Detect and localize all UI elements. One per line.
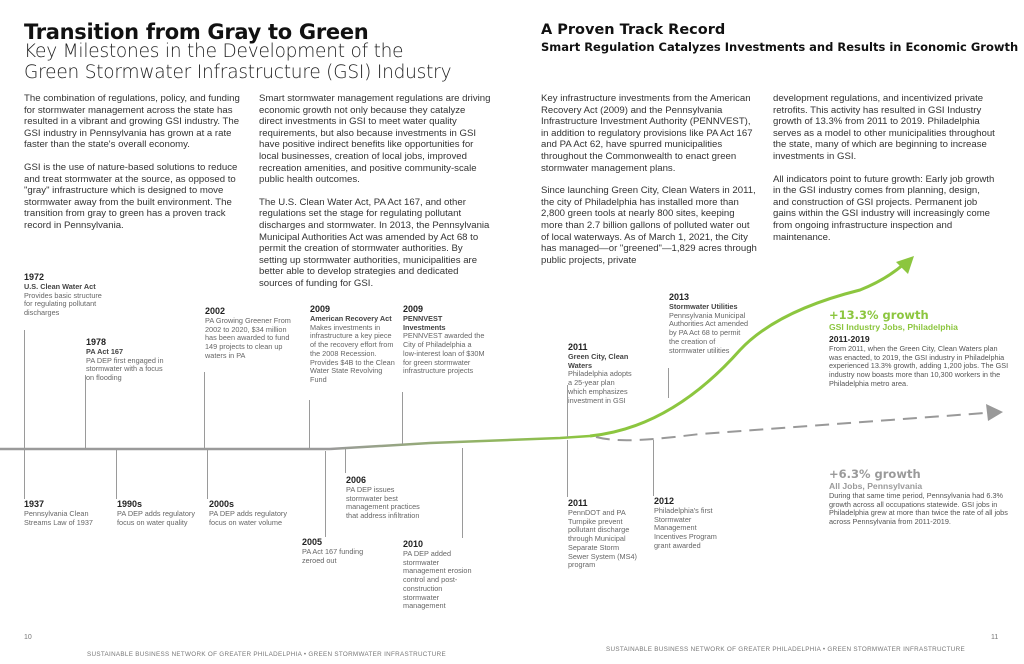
timeline-event-2000s: 2000s PA DEP adds regulatory focus on water volume: [209, 499, 288, 527]
pa-growth-text: During that same time period, Pennsylvania had 6.3% growth across all occupations statewide. GSI jobs in Philadelphia grew at more than twice the rate of all jobs across Pennsylvania from 2011-2019.: [829, 491, 1008, 527]
pa-growth-label: All Jobs, Pennsylvania: [829, 481, 923, 491]
timeline-event-2006: 2006 PA DEP issues stormwater best management practices that address infiltration: [346, 475, 420, 521]
timeline-tick: [325, 451, 326, 537]
timeline-event-2010: 2010 PA DEP added stormwater management erosion control and post-construction stormwater management: [403, 539, 472, 611]
left-page-title: Transition from Gray to Green: [24, 20, 369, 44]
left-page-subtitle-line-1: Key Milestones in the Development of the: [24, 41, 404, 62]
pa-jobs-arrow-icon: [986, 404, 1003, 421]
timeline-event-1990s: 1990s PA DEP adds regulatory focus on water quality: [117, 499, 196, 527]
timeline-tick: [207, 449, 208, 499]
timeline-event-1937: 1937 Pennsylvania Clean Streams Law of 1937: [24, 499, 93, 527]
right-page-title: A Proven Track Record: [541, 22, 726, 38]
footer-left: SUSTAINABLE BUSINESS NETWORK OF GREATER PHILADELPHIA • GREEN STORMWATER INFRASTRUCTURE: [87, 651, 446, 658]
timeline-tick: [567, 440, 568, 497]
timeline-tick: [24, 330, 25, 448]
paragraph: All indicators point to future growth: Early job growth in the GSI industry comes from planning, design, and construction of GSI projects. Permanent job gains within the GSI industry will increasingly come from ongoing infrastructure inspection and maintenance.: [773, 173, 995, 243]
footer-right: SUSTAINABLE BUSINESS NETWORK OF GREATER PHILADELPHIA • GREEN STORMWATER INFRASTRUCTURE: [606, 646, 965, 653]
paragraph: Key infrastructure investments from the American Recovery Act (2009) and the Pennsylvania Infrastructure Investment Authority (PENNVEST), in addition to regulatory provisions like PA Act 167 and PA Act 62, have spurred municipalities throughout the Commonwealth to enact green stormwater management plans.: [541, 93, 753, 174]
paragraph: development regulations, and incentivized private retrofits. This activity has resulted in GSI Industry growth of 13.3% from 2011 to 2019. Philadelphia serves as a model to other municipalities throughout the state, many of which are beginning to increase investments in GSI.: [773, 93, 995, 162]
gsi-growth-percent: +13.3% growth: [829, 308, 929, 322]
timeline-event-2009-pennvest: 2009 PENNVEST Investments PENNVEST awarded the City of Philadelphia a low-interest loan of $30M for green stormwater infrastructure projects: [403, 304, 485, 376]
gsi-growth-arrow-icon: [896, 256, 914, 274]
timeline-event-2012: 2012 Philadelphia's first Stormwater Management Incentives Program grant awarded: [654, 496, 717, 550]
timeline-event-2002: 2002 PA Growing Greener From 2002 to 2020, $34 million has been awarded to fund 149 projects to clean up waters in PA: [205, 306, 291, 360]
gsi-growth-callout: [829, 308, 1009, 389]
pa-growth-callout: [829, 467, 1009, 527]
gsi-growth-text: From 2011, when the Green City, Clean Waters plan was enacted, to 2019, the GSI industry in Philadelphia experienced 13.3% growth, adding 1,200 jobs. The GSI industry now boasts more than 10,300 workers in the Philadelphia metro area.: [829, 344, 1009, 388]
page-number-left: 10: [24, 634, 32, 641]
timeline-event-2009-recovery-act: 2009 American Recovery Act Makes investments in infrastructure a key piece of the recovery effort from the 2008 Recession. Provides $4B to the Clean Water State Revolving Fund: [310, 304, 395, 384]
paragraph: Since launching Green City, Clean Waters in 2011, the city of Philadelphia has installed more than 2,800 green tools at nearly 800 sites, keeping more than 2.7 billion gallons of polluted water out of local waterways. As of March 1, 2021, the City has managed—or "greened"—1,829 acres through public projects, private: [541, 185, 757, 266]
timeline-event-2011-ms4: 2011 PennDOT and PA Turnpike prevent pollutant discharge through Municipal Separate Storm Sewer System (MS4) program: [568, 498, 637, 570]
paragraph: GSI is the use of nature-based solutions to reduce and treat stormwater at the source, as opposed to "gray" infrastructure which is designed to move stormwater away from the built environment. The transition from gray to green has a proven track record in Pennsylvania.: [24, 161, 238, 231]
paragraph: The U.S. Clean Water Act, PA Act 167, and other regulations set the stage for regulating pollutant discharges and stormwater. In 2013, the Pennsylvania Municipal Authorities Act was amended by Act 68 to permit the creation of stormwater authorities. By setting up stormwater authorities, municipalities are better able to develop strategies and dedicated sources of funding for GSI.: [259, 196, 490, 289]
gsi-growth-period: 2011-2019: [829, 334, 870, 344]
timeline-tick: [345, 449, 346, 473]
page-number-right: 11: [991, 634, 999, 641]
transition-line: [330, 436, 590, 449]
timeline-event-2011-green-city: 2011 Green City, Clean Waters Philadelphia adopts a 25-year plan which emphasizes investment in GSI: [568, 342, 632, 405]
timeline-tick: [309, 400, 310, 448]
pa-growth-percent: +6.3% growth: [829, 467, 921, 481]
timeline-tick: [668, 368, 669, 398]
timeline-tick: [24, 449, 25, 499]
timeline-event-1972: 1972 U.S. Clean Water Act Provides basic structure for regulating pollutant discharges: [24, 272, 102, 318]
timeline-event-2005: 2005 PA Act 167 funding zeroed out: [302, 537, 364, 565]
paragraph: The combination of regulations, policy, and funding for stormwater management across the state has resulted in a vibrant and growing GSI industry. The GSI industry in Pennsylvania has grown at a rate faster than the state's overall economy.: [24, 93, 240, 151]
timeline-tick: [116, 449, 117, 499]
paragraph: Smart stormwater management regulations are driving economic growth not only because they catalyze direct investments in GSI to meet water quality requirements, but also because investments in GSI have positive indirect benefits like opportunities for local businesses, creation of local jobs, improved recreation amenities, and positive community-scale public health outcomes.: [259, 93, 491, 186]
timeline-tick: [85, 375, 86, 448]
timeline-tick: [402, 392, 403, 444]
timeline-event-1978: 1978 PA Act 167 PA DEP first engaged in stormwater with a focus on flooding: [86, 337, 164, 383]
timeline-tick: [462, 448, 463, 538]
timeline-event-2013: 2013 Stormwater Utilities Pennsylvania Municipal Authorities Act amended by PA Act 68 to permit the creation of stormwater utilities: [669, 292, 749, 355]
right-page-subtitle: Smart Regulation Catalyzes Investments and Results in Economic Growth: [541, 40, 1019, 54]
timeline-tick: [653, 440, 654, 496]
gsi-growth-label: GSI Industry Jobs, Philadelphia: [829, 322, 958, 332]
left-page-subtitle-line-2: Green Stormwater Infrastructure (GSI) Industry: [24, 62, 452, 83]
timeline-tick: [204, 372, 205, 449]
